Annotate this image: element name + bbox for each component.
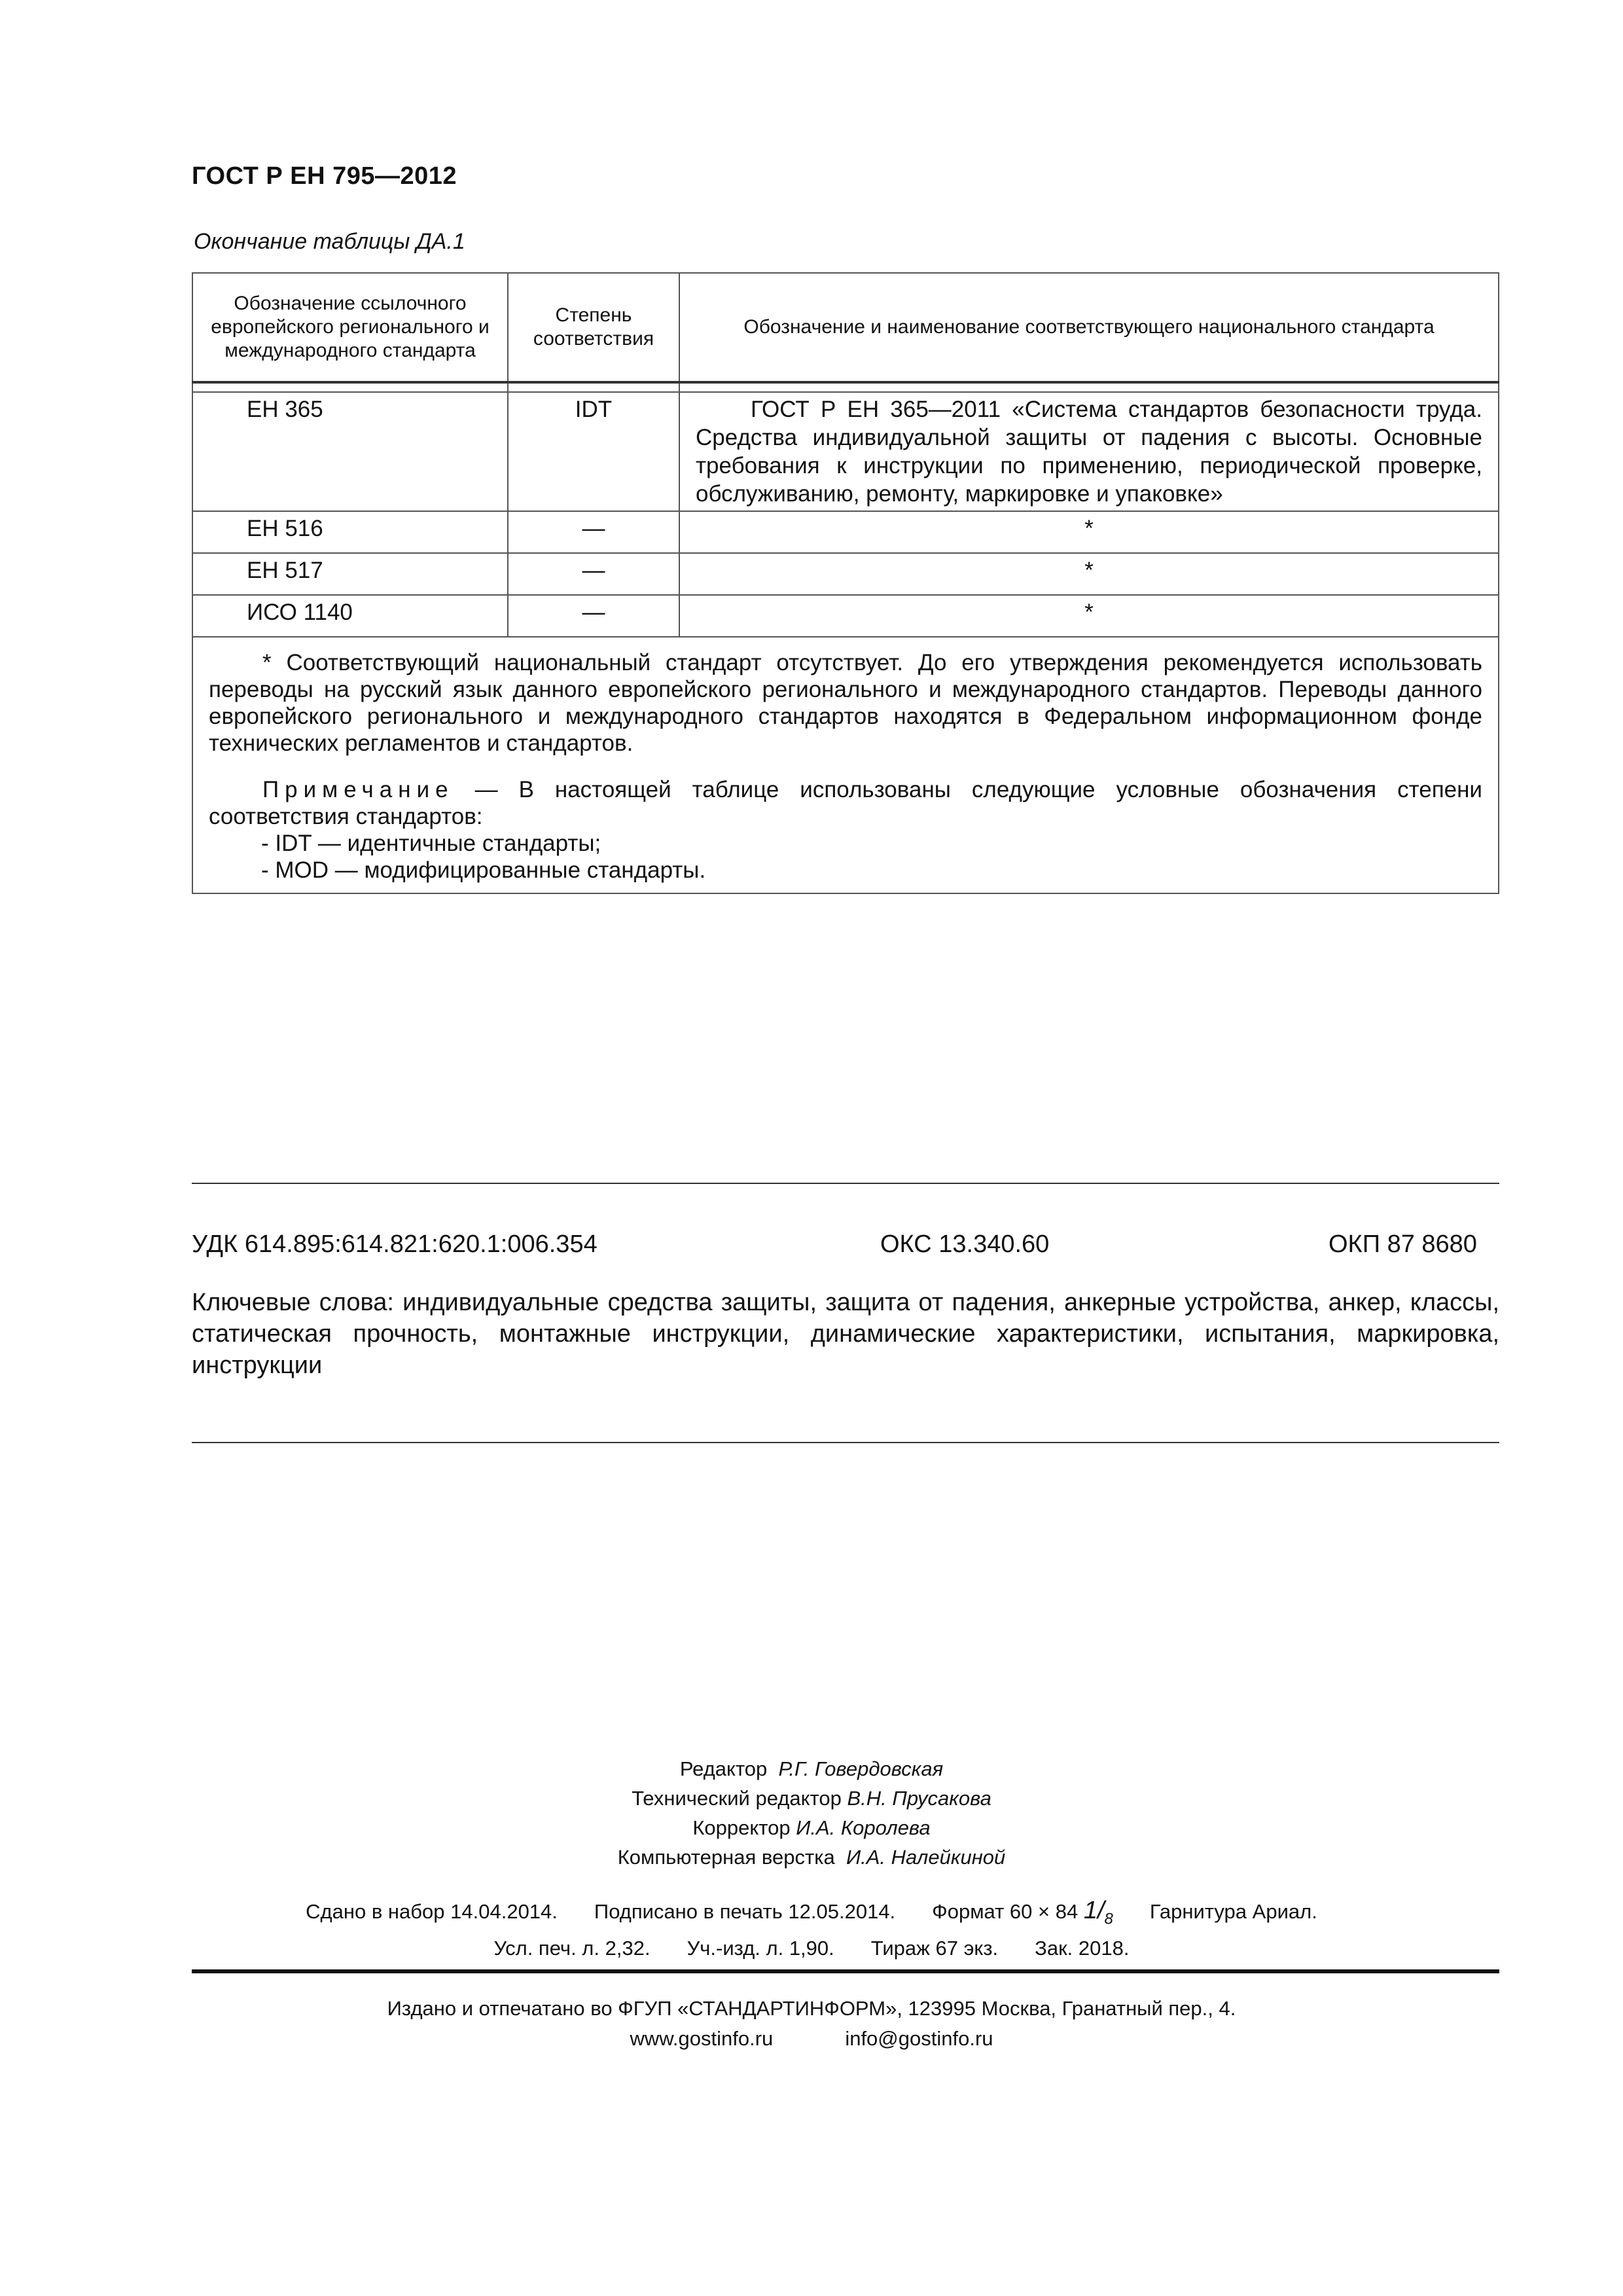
document-header-title: ГОСТ Р ЕН 795—2012 bbox=[192, 162, 457, 190]
imprint-line: Издано и отпечатано во ФГУП «СТАНДАРТИНФОРМ», 123995 Москва, Гранатный пер., 4. bbox=[387, 1997, 1236, 2020]
table-footnote-cell bbox=[192, 637, 1499, 893]
cell-code: ЕН 517 bbox=[192, 553, 508, 595]
reference-standards-table bbox=[192, 272, 1499, 894]
divider-top bbox=[192, 1183, 1499, 1184]
table-row bbox=[192, 595, 1499, 637]
note-item: - IDT — идентичные стандарты; bbox=[261, 831, 601, 856]
print-run: Тираж 67 экз. bbox=[870, 1937, 999, 1960]
order-number: Зак. 2018. bbox=[1035, 1937, 1130, 1960]
keywords: Ключевые слова: индивидуальные средства защиты, защита от падения, анкерные устройства, анкер, классы, статическая прочность, монтажные инструкции, динамические характеристики, испытания, маркировка, инструкции bbox=[192, 1289, 1499, 1379]
staff-name: И.А. Королева bbox=[796, 1816, 931, 1839]
column-header-national-standard: Обозначение и наименование соответствующего национального стандарта bbox=[679, 273, 1499, 382]
publication-line-1 bbox=[0, 1897, 1623, 1929]
edit-sheets: Уч.-изд. л. 1,90. bbox=[687, 1937, 834, 1960]
cell-code: ЕН 516 bbox=[192, 511, 508, 553]
imprint bbox=[0, 1994, 1623, 2054]
cell-degree: — bbox=[508, 595, 679, 637]
divider-bottom bbox=[192, 1969, 1499, 1973]
cell-degree: — bbox=[508, 553, 679, 595]
imprint-contacts bbox=[0, 2024, 1623, 2054]
note-label: Примечание bbox=[262, 777, 454, 802]
website-link[interactable]: www.gostinfo.ru bbox=[630, 2027, 774, 2050]
note-text: — В настоящей таблице использованы следующие условные обозначения степени соответствия стандартов: bbox=[209, 777, 1482, 829]
staff-role: Компьютерная верстка bbox=[617, 1846, 835, 1869]
cell-standard: * bbox=[679, 553, 1499, 595]
table-footer-row bbox=[192, 637, 1499, 893]
cell-standard: * bbox=[679, 511, 1499, 553]
table-row bbox=[192, 392, 1499, 511]
staff-role: Технический редактор bbox=[632, 1787, 842, 1810]
staff-line bbox=[0, 1784, 1623, 1813]
table-row bbox=[192, 553, 1499, 595]
table-row bbox=[192, 511, 1499, 553]
signed-date: Подписано в печать 12.05.2014. bbox=[594, 1900, 896, 1923]
cell-code: ЕН 365 bbox=[192, 392, 508, 511]
table-note bbox=[209, 776, 1482, 830]
staff-list bbox=[0, 1754, 1623, 1872]
staff-name: Р.Г. Говердовская bbox=[778, 1757, 944, 1780]
staff-name: В.Н. Прусакова bbox=[847, 1787, 991, 1810]
header-spacer bbox=[192, 382, 1499, 392]
cell-standard bbox=[679, 392, 1499, 511]
staff-line bbox=[0, 1754, 1623, 1784]
paper-format: Формат 60 × 84 $1/_8$ bbox=[932, 1897, 1113, 1928]
udk-code: УДК 614.895:614.821:620.1:006.354 bbox=[192, 1230, 597, 1258]
cell-code: ИСО 1140 bbox=[192, 595, 508, 637]
email-link[interactable]: info@gostinfo.ru bbox=[845, 2027, 993, 2050]
column-header-degree: Степень соответствия bbox=[508, 273, 679, 382]
print-sheets: Усл. печ. л. 2,32. bbox=[493, 1937, 651, 1960]
table-footnote: * Соответствующий национальный стандарт отсутствует. До его утверждения рекомендуется использовать переводы на русский язык данного европейского регионального и международного стандартов. Переводы данного европейского регионального и международного стандартов находятся в Федеральном информационном фонде технических регламентов и стандартов. bbox=[209, 650, 1482, 756]
okp-code: ОКП 87 8680 bbox=[1329, 1230, 1477, 1258]
divider-middle bbox=[192, 1442, 1499, 1443]
staff-role: Корректор bbox=[692, 1816, 791, 1839]
cell-degree: — bbox=[508, 511, 679, 553]
cell-standard: * bbox=[679, 595, 1499, 637]
table-header-row bbox=[192, 273, 1499, 382]
cell-degree: IDT bbox=[508, 392, 679, 511]
submitted-date: Сдано в набор 14.04.2014. bbox=[306, 1900, 558, 1923]
staff-name: И.А. Налейкиной bbox=[846, 1846, 1006, 1869]
staff-line bbox=[0, 1813, 1623, 1842]
staff-role: Редактор bbox=[679, 1757, 768, 1780]
column-header-reference-standard: Обозначение ссылочного европейского регионального и международного стандарта bbox=[192, 273, 508, 382]
typeface: Гарнитура Ариал. bbox=[1149, 1900, 1317, 1923]
staff-line bbox=[0, 1842, 1623, 1872]
oks-code: ОКС 13.340.60 bbox=[880, 1230, 1050, 1258]
format-fraction: $1/_8$ bbox=[1083, 1897, 1113, 1928]
note-item: - MOD — модифицированные стандарты. bbox=[261, 857, 706, 883]
cell-standard-text: ГОСТ Р ЕН 365—2011 «Система стандартов безопасности труда. Средства индивидуальной защиты от падения с высоты. Основные требования к инструкции по применению, периодической проверке, обслуживанию, ремонту, маркировке и упаковке» bbox=[696, 397, 1482, 507]
publication-line-2 bbox=[0, 1937, 1623, 1960]
table-caption: Окончание таблицы ДА.1 bbox=[194, 229, 465, 254]
